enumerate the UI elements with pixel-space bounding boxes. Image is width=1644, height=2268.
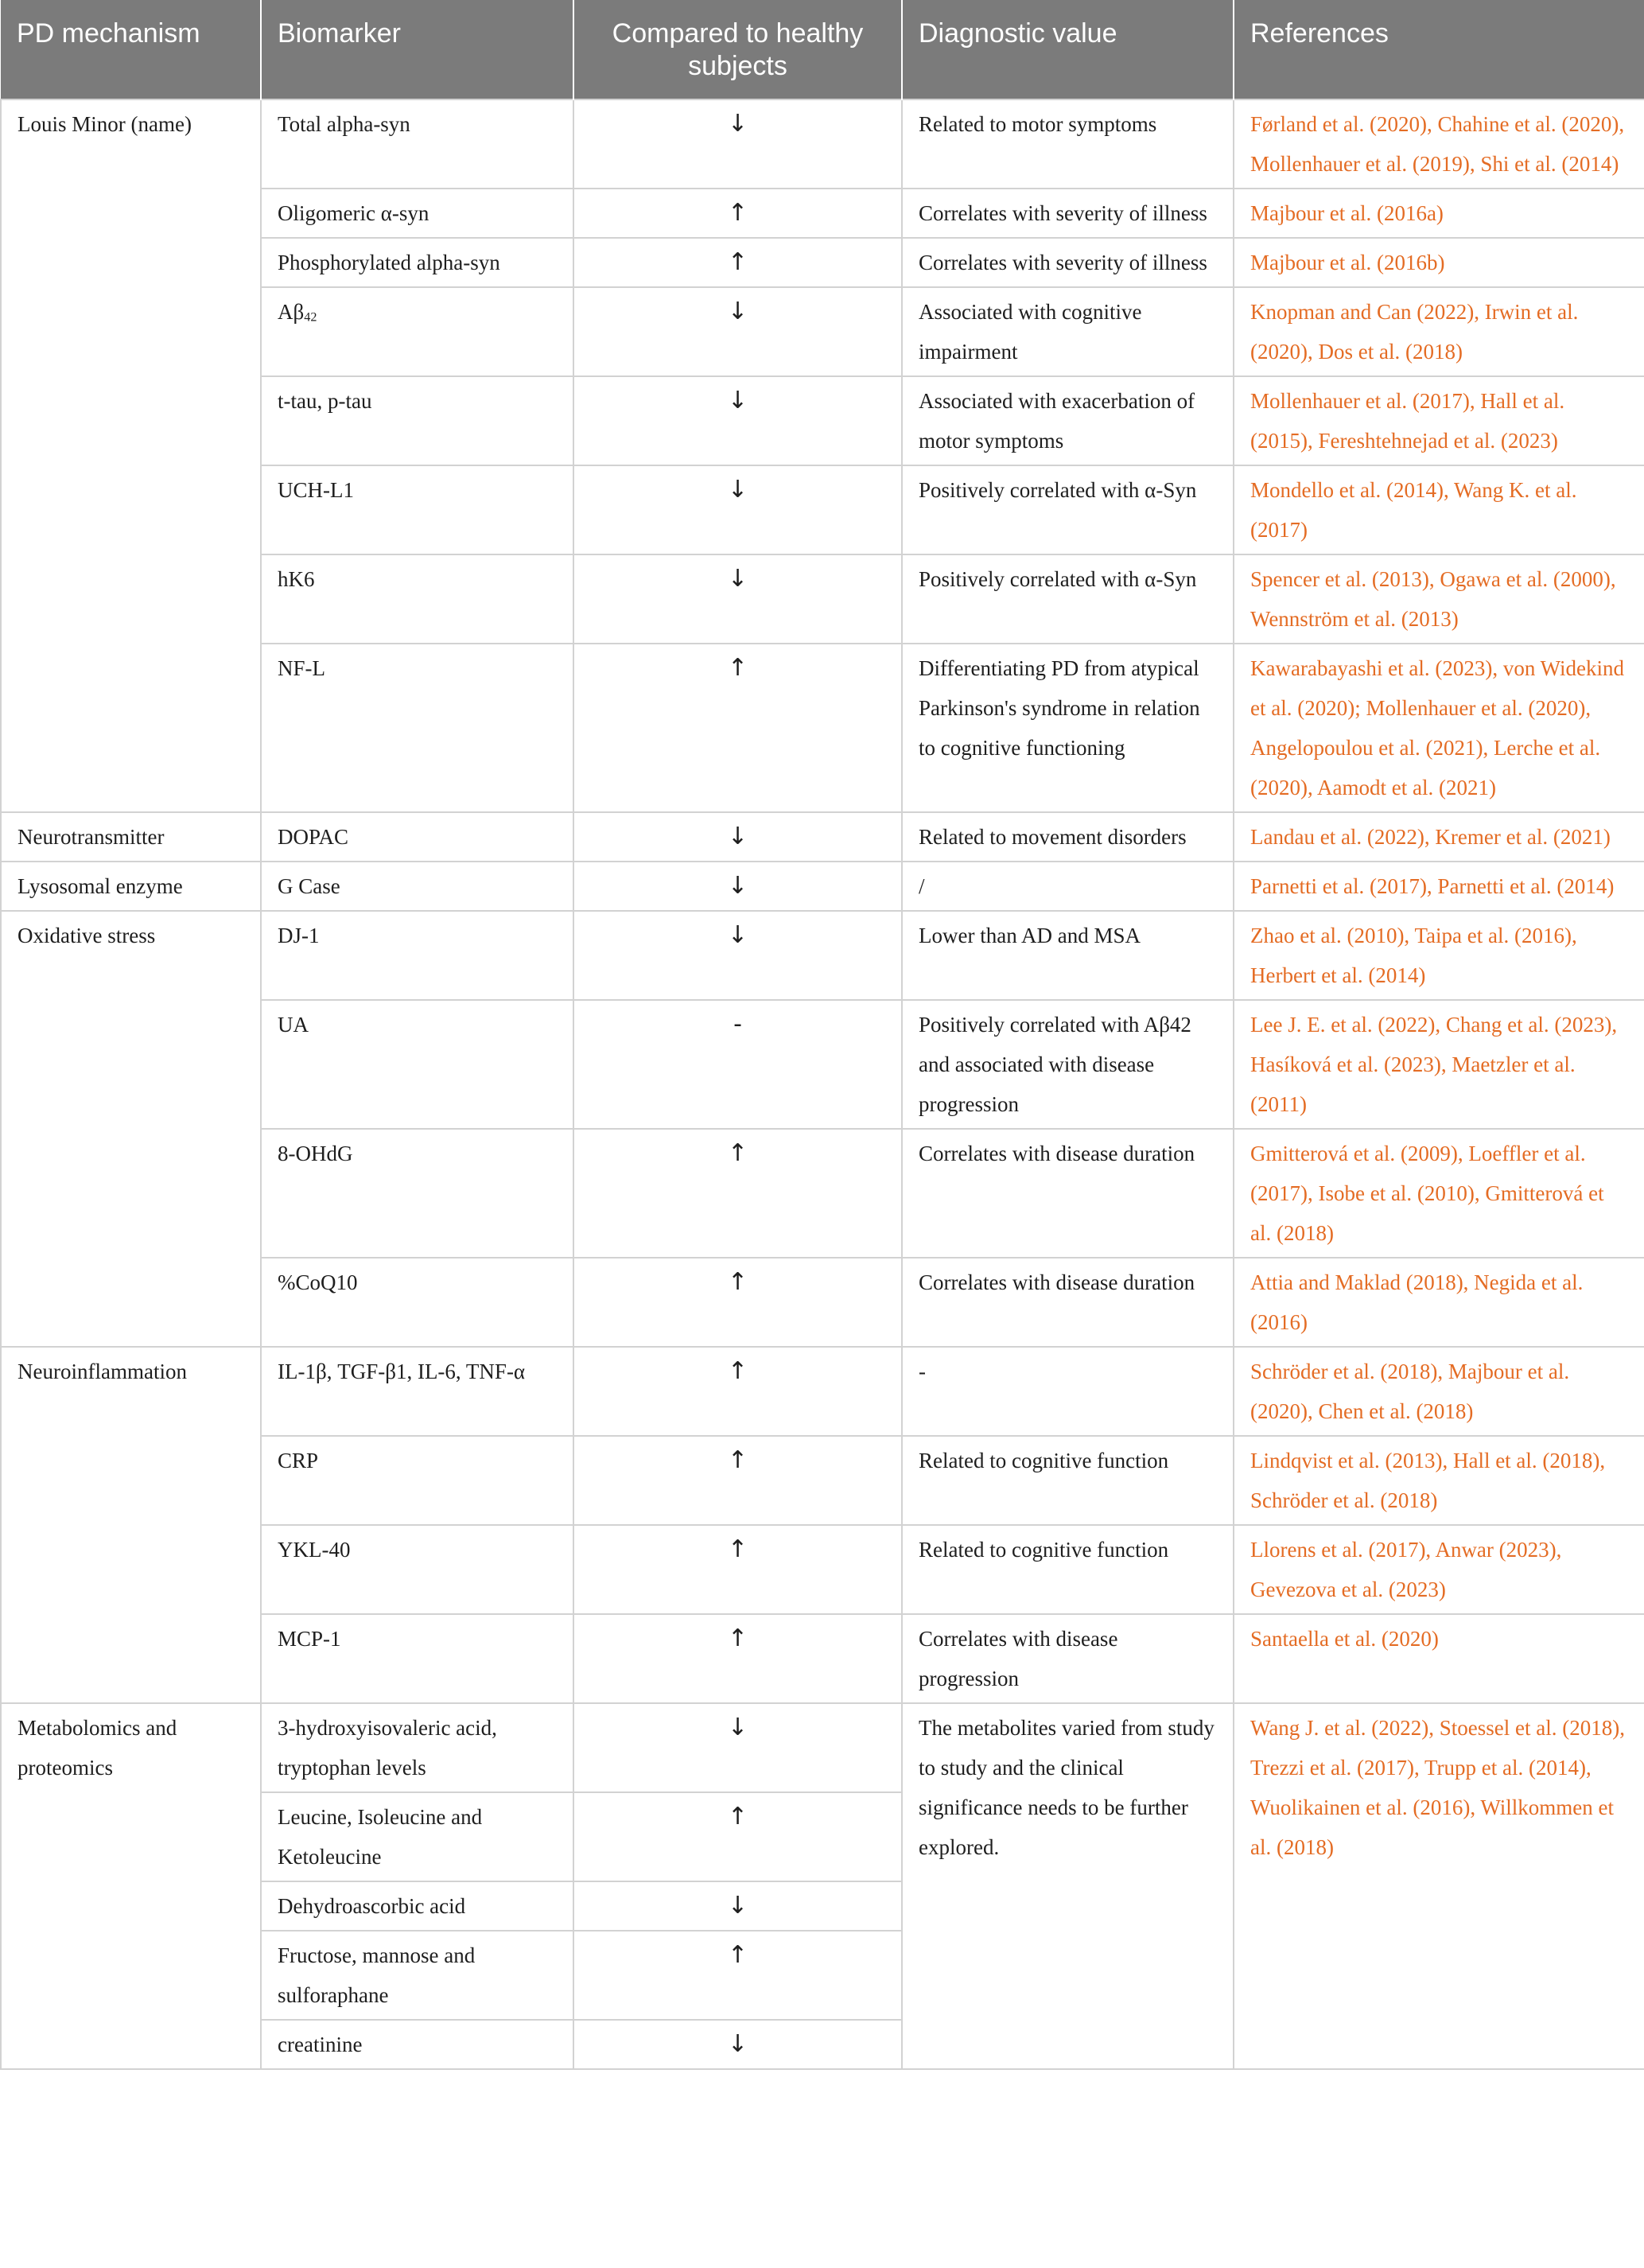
diagnostic-value-cell: Correlates with severity of illness [902,238,1234,287]
arrow-down-icon: ↓ [573,2020,902,2069]
biomarker-subscript: 42 [304,309,317,325]
arrow-up-icon: ↑ [573,1436,902,1525]
biomarker-cell: DJ-1 [261,911,573,1000]
diagnostic-value-cell: Lower than AD and MSA [902,911,1234,1000]
references-cell[interactable]: Landau et al. (2022), Kremer et al. (2021) [1234,812,1644,862]
diagnostic-value-cell: Positively correlated with α-Syn [902,465,1234,554]
biomarker-cell [261,287,573,376]
biomarker-cell: Fructose, mannose and sulforaphane [261,1931,573,2020]
header-pd-mechanism: PD mechanism [1,0,261,99]
pd-mechanism-cell: Louis Minor (name) [1,99,261,812]
biomarker-label: Aβ [278,300,305,324]
direction-cell: - [573,1000,902,1129]
diagnostic-value-cell: Positively correlated with Aβ42 and associated with disease progression [902,1000,1234,1129]
biomarker-cell: UCH-L1 [261,465,573,554]
arrow-up-icon: ↑ [573,1614,902,1703]
references-cell[interactable]: Llorens et al. (2017), Anwar (2023), Gevezova et al. (2023) [1234,1525,1644,1614]
diagnostic-value-cell: Differentiating PD from atypical Parkinson's syndrome in relation to cognitive functioning [902,644,1234,812]
arrow-down-icon: ↓ [573,465,902,554]
table-row [1,99,1644,189]
biomarker-cell: Leucine, Isoleucine and Ketoleucine [261,1792,573,1881]
arrow-down-icon: ↓ [573,911,902,1000]
biomarker-cell: YKL-40 [261,1525,573,1614]
diagnostic-value-cell: Correlates with disease duration [902,1258,1234,1347]
diagnostic-value-cell: Correlates with disease progression [902,1614,1234,1703]
references-cell[interactable]: Attia and Maklad (2018), Negida et al. (2016) [1234,1258,1644,1347]
references-cell[interactable]: Majbour et al. (2016a) [1234,189,1644,238]
header-references: References [1234,0,1644,99]
arrow-down-icon: ↓ [573,862,902,911]
references-cell[interactable]: Santaella et al. (2020) [1234,1614,1644,1703]
header-diagnostic-value: Diagnostic value [902,0,1234,99]
arrow-up-icon: ↑ [573,1792,902,1881]
table-row [1,812,1644,862]
arrow-up-icon: ↑ [573,238,902,287]
references-cell[interactable]: Lee J. E. et al. (2022), Chang et al. (2023), Hasíková et al. (2023), Maetzler et al. (2011) [1234,1000,1644,1129]
arrow-down-icon: ↓ [573,376,902,465]
references-cell[interactable]: Zhao et al. (2010), Taipa et al. (2016), Herbert et al. (2014) [1234,911,1644,1000]
biomarker-cell: Dehydroascorbic acid [261,1881,573,1931]
diagnostic-value-cell: - [902,1347,1234,1436]
header-compared-to-healthy: Compared to healthy subjects [573,0,902,99]
diagnostic-value-cell: Correlates with severity of illness [902,189,1234,238]
biomarker-cell: Total alpha-syn [261,99,573,189]
biomarker-cell: t-tau, p-tau [261,376,573,465]
arrow-down-icon: ↓ [573,287,902,376]
table-row [1,1347,1644,1436]
references-cell[interactable]: Kawarabayashi et al. (2023), von Widekind et al. (2020); Mollenhauer et al. (2020), Angelopoulou et al. (2021), Lerche et al. (2020), Aamodt et al. (2021) [1234,644,1644,812]
arrow-down-icon: ↓ [573,1703,902,1792]
table-row [1,1703,1644,1792]
diagnostic-value-cell: / [902,862,1234,911]
biomarker-cell: DOPAC [261,812,573,862]
references-cell[interactable]: Schröder et al. (2018), Majbour et al. (2020), Chen et al. (2018) [1234,1347,1644,1436]
biomarker-cell: creatinine [261,2020,573,2069]
diagnostic-value-cell: Related to cognitive function [902,1436,1234,1525]
diagnostic-value-cell: Associated with exacerbation of motor symptoms [902,376,1234,465]
pd-mechanism-cell: Oxidative stress [1,911,261,1347]
biomarker-cell: IL-1β, TGF-β1, IL-6, TNF-α [261,1347,573,1436]
biomarker-cell: Oligomeric α-syn [261,189,573,238]
references-cell[interactable]: Førland et al. (2020), Chahine et al. (2020), Mollenhauer et al. (2019), Shi et al. (2014) [1234,99,1644,189]
arrow-up-icon: ↑ [573,644,902,812]
arrow-down-icon: ↓ [573,554,902,644]
diagnostic-value-cell: The metabolites varied from study to study and the clinical significance needs to be further explored. [902,1703,1234,2069]
diagnostic-value-cell: Positively correlated with α-Syn [902,554,1234,644]
biomarker-cell: NF-L [261,644,573,812]
table-row [1,862,1644,911]
arrow-down-icon: ↓ [573,99,902,189]
arrow-up-icon: ↑ [573,1931,902,2020]
diagnostic-value-cell: Correlates with disease duration [902,1129,1234,1258]
pd-mechanism-cell: Metabolomics and proteomics [1,1703,261,2069]
arrow-up-icon: ↑ [573,1525,902,1614]
references-cell[interactable]: Lindqvist et al. (2013), Hall et al. (2018), Schröder et al. (2018) [1234,1436,1644,1525]
table-header-row [1,0,1644,99]
arrow-down-icon: ↓ [573,1881,902,1931]
references-cell[interactable]: Mollenhauer et al. (2017), Hall et al. (2015), Fereshtehnejad et al. (2023) [1234,376,1644,465]
references-cell[interactable]: Wang J. et al. (2022), Stoessel et al. (2018), Trezzi et al. (2017), Trupp et al. (2014), Wuolikainen et al. (2016), Willkommen et al. (2018) [1234,1703,1644,2069]
biomarker-cell: 8-OHdG [261,1129,573,1258]
pd-mechanism-cell: Lysosomal enzyme [1,862,261,911]
references-cell[interactable]: Parnetti et al. (2017), Parnetti et al. (2014) [1234,862,1644,911]
diagnostic-value-cell: Related to motor symptoms [902,99,1234,189]
references-cell[interactable]: Spencer et al. (2013), Ogawa et al. (2000), Wennström et al. (2013) [1234,554,1644,644]
references-cell[interactable]: Majbour et al. (2016b) [1234,238,1644,287]
biomarker-cell: CRP [261,1436,573,1525]
biomarker-cell: 3-hydroxyisovaleric acid, tryptophan levels [261,1703,573,1792]
arrow-up-icon: ↑ [573,1129,902,1258]
header-biomarker: Biomarker [261,0,573,99]
references-cell[interactable]: Gmitterová et al. (2009), Loeffler et al. (2017), Isobe et al. (2010), Gmitterová et al. (2018) [1234,1129,1644,1258]
pd-mechanism-cell: Neuroinflammation [1,1347,261,1703]
biomarker-cell: %CoQ10 [261,1258,573,1347]
diagnostic-value-cell: Related to movement disorders [902,812,1234,862]
biomarker-cell: hK6 [261,554,573,644]
biomarker-cell: Phosphorylated alpha-syn [261,238,573,287]
biomarker-cell: UA [261,1000,573,1129]
pd-mechanism-cell: Neurotransmitter [1,812,261,862]
diagnostic-value-cell: Related to cognitive function [902,1525,1234,1614]
table-row [1,911,1644,1000]
biomarker-cell: G Case [261,862,573,911]
arrow-up-icon: ↑ [573,1347,902,1436]
table-body [1,99,1644,2069]
arrow-down-icon: ↓ [573,812,902,862]
biomarker-cell: MCP-1 [261,1614,573,1703]
references-cell[interactable]: Mondello et al. (2014), Wang K. et al. (2017) [1234,465,1644,554]
arrow-up-icon: ↑ [573,189,902,238]
references-cell[interactable]: Knopman and Can (2022), Irwin et al. (2020), Dos et al. (2018) [1234,287,1644,376]
arrow-up-icon: ↑ [573,1258,902,1347]
diagnostic-value-cell: Associated with cognitive impairment [902,287,1234,376]
